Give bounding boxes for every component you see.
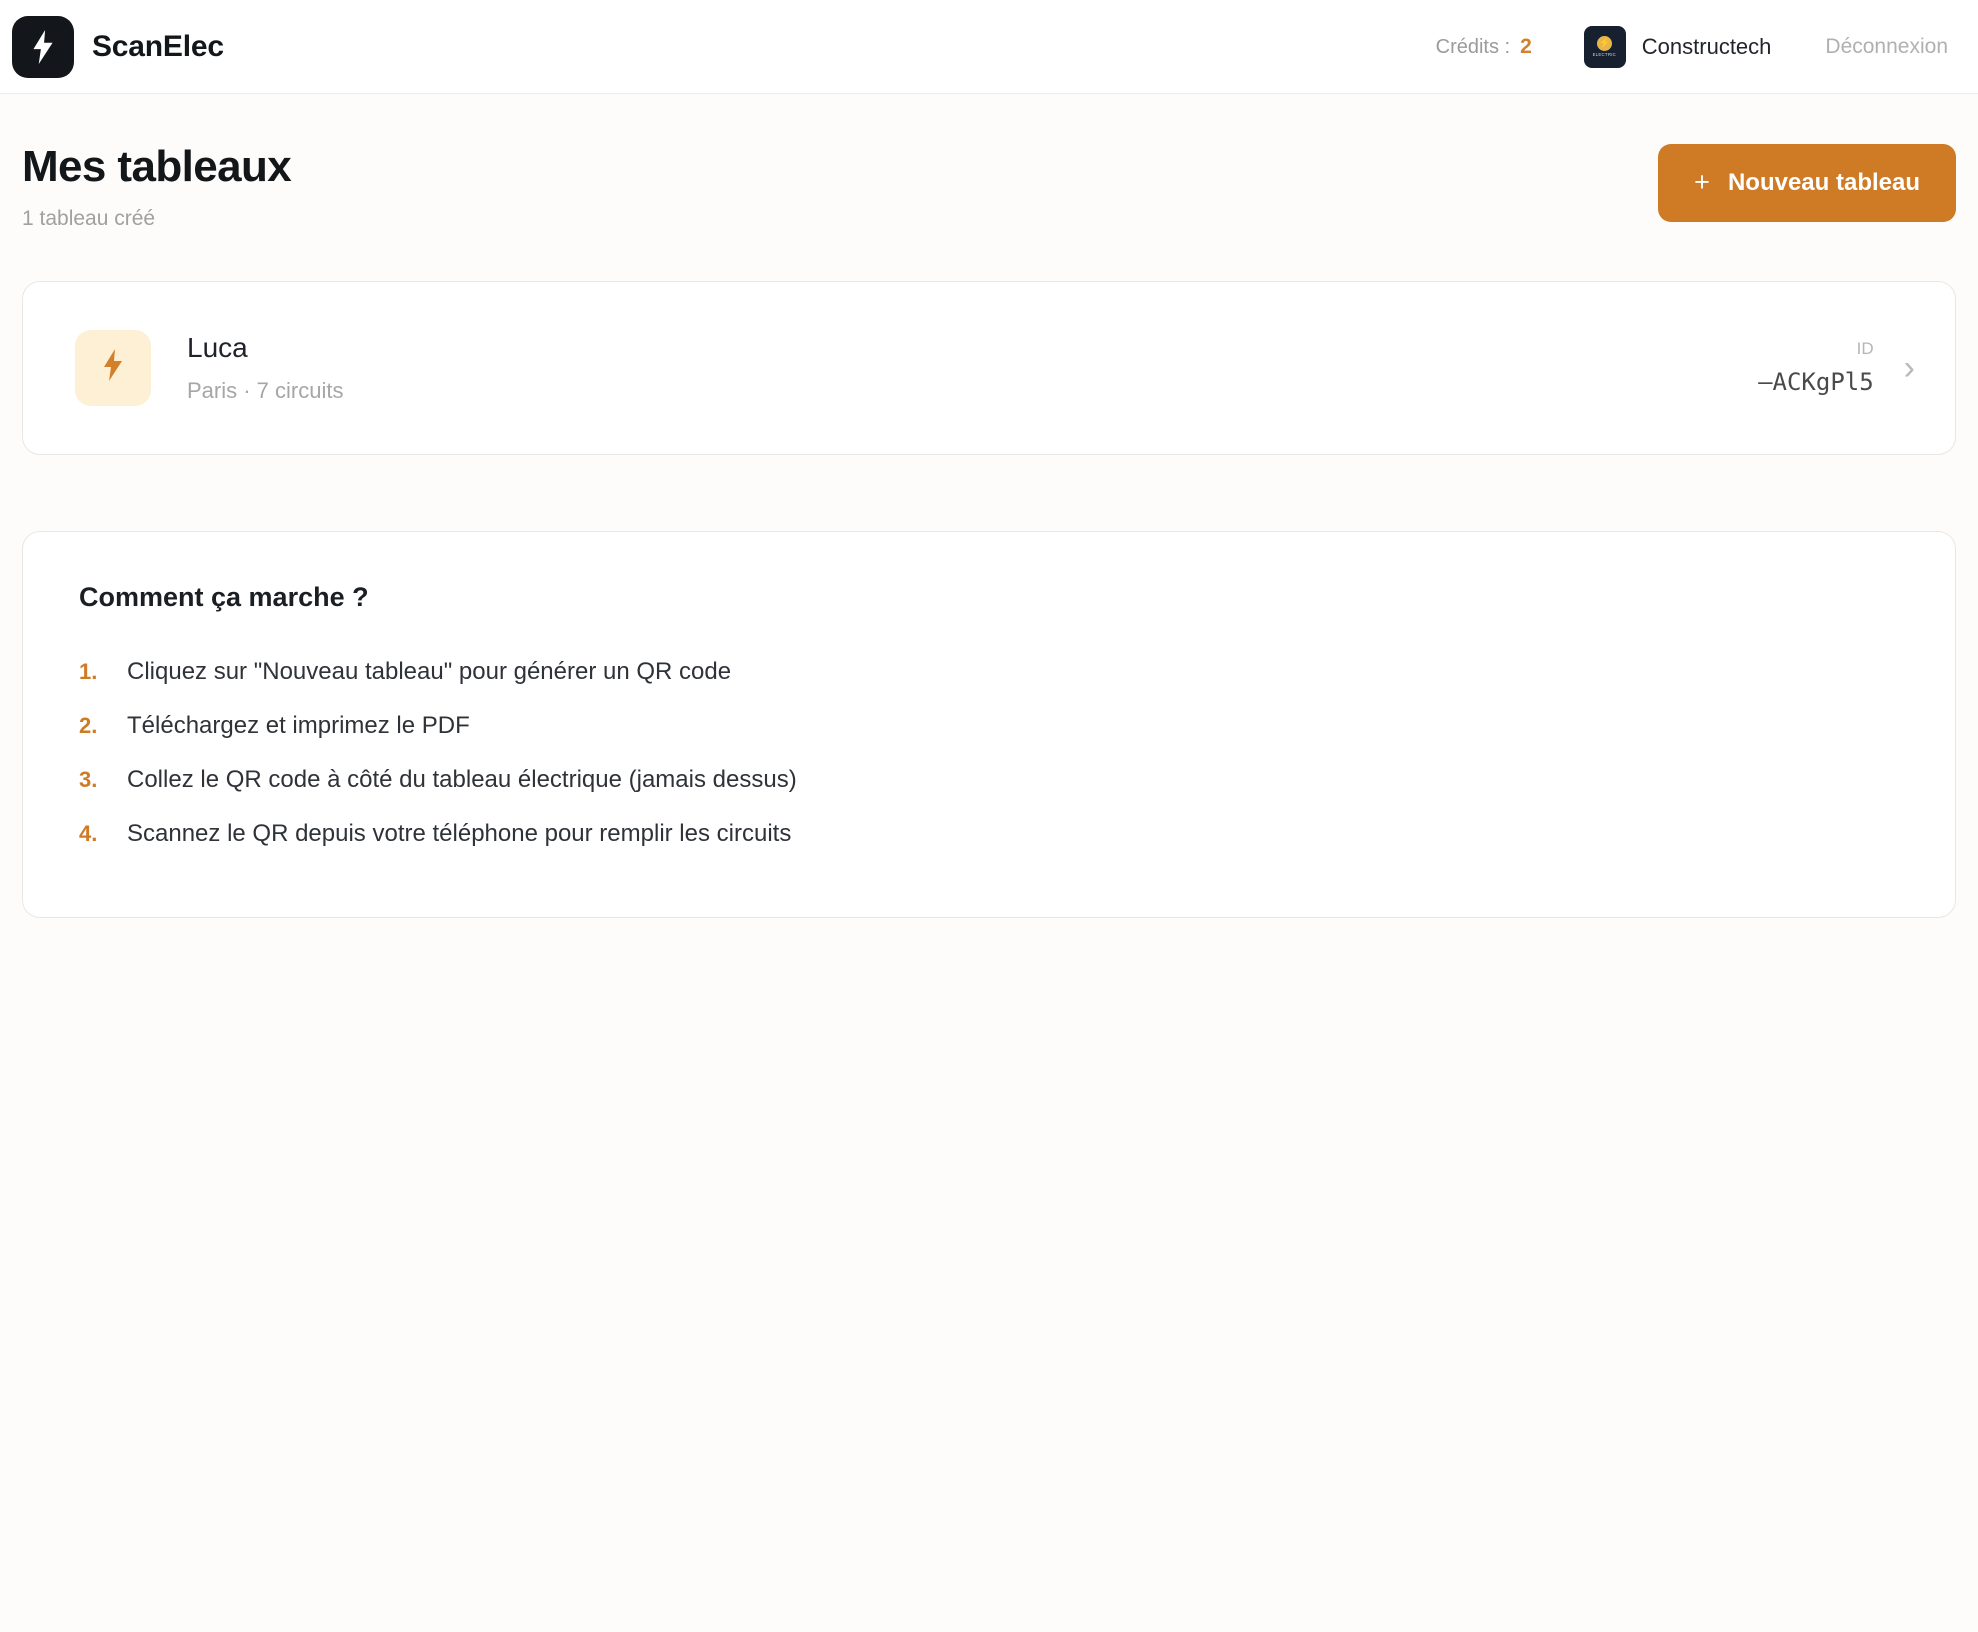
list-item xyxy=(79,645,1899,699)
list-item xyxy=(79,807,1899,861)
credits-indicator xyxy=(1436,35,1532,59)
board-right-section xyxy=(1758,339,1919,395)
app-logo xyxy=(12,16,74,78)
step-number: 2. xyxy=(79,712,98,738)
board-id-value: —ACKgPl5 xyxy=(1758,367,1874,396)
organization-logo-icon: ⚡ ELECTRIC xyxy=(1584,26,1626,68)
lightning-bolt-icon xyxy=(101,349,125,386)
brand[interactable] xyxy=(0,16,224,78)
page-header xyxy=(12,94,1966,231)
board-list-item[interactable] xyxy=(22,281,1956,455)
organization-selector[interactable] xyxy=(1584,26,1772,68)
how-it-works-card xyxy=(22,531,1956,918)
logout-link[interactable]: Déconnexion xyxy=(1825,34,1948,58)
app-name: ScanElec xyxy=(92,29,224,63)
step-number: 4. xyxy=(79,820,98,846)
step-text: Collez le QR code à côté du tableau électrique (jamais dessus) xyxy=(127,765,797,793)
step-number: 3. xyxy=(79,766,98,792)
credits-label: Crédits : xyxy=(1435,35,1511,58)
step-number: 1. xyxy=(79,658,98,684)
board-meta: Paris · 7 circuits xyxy=(187,378,344,404)
board-id xyxy=(1758,339,1874,395)
page-title: Mes tableaux xyxy=(22,142,292,191)
step-text: Téléchargez et imprimez le PDF xyxy=(127,711,470,739)
credits-value: 2 xyxy=(1520,34,1532,58)
board-name: Luca xyxy=(187,331,248,363)
list-item xyxy=(79,699,1899,753)
organization-name: Constructech xyxy=(1641,33,1772,59)
chevron-right-icon[interactable]: › xyxy=(1903,348,1915,387)
board-icon xyxy=(75,330,151,406)
list-item xyxy=(79,753,1899,807)
new-board-button-label: Nouveau tableau xyxy=(1727,169,1920,196)
page-subtitle: 1 tableau créé xyxy=(22,206,156,230)
how-it-works-title: Comment ça marche ? xyxy=(79,581,369,612)
top-navigation-bar xyxy=(0,0,1978,94)
top-bar-right-section xyxy=(1436,26,1948,68)
how-it-works-steps xyxy=(79,645,1899,861)
page-content xyxy=(0,94,1978,918)
board-text xyxy=(187,331,343,405)
step-text: Cliquez sur "Nouveau tableau" pour générer un QR code xyxy=(127,657,732,685)
plus-icon: + xyxy=(1694,166,1710,197)
step-text: Scannez le QR depuis votre téléphone pour remplir les circuits xyxy=(127,819,792,847)
page-header-text xyxy=(22,142,291,231)
lightning-bolt-icon xyxy=(30,30,56,64)
organization-logo-text: ELECTRIC xyxy=(1593,52,1617,57)
board-id-label: ID xyxy=(1856,339,1874,359)
new-board-button[interactable] xyxy=(1658,144,1956,222)
